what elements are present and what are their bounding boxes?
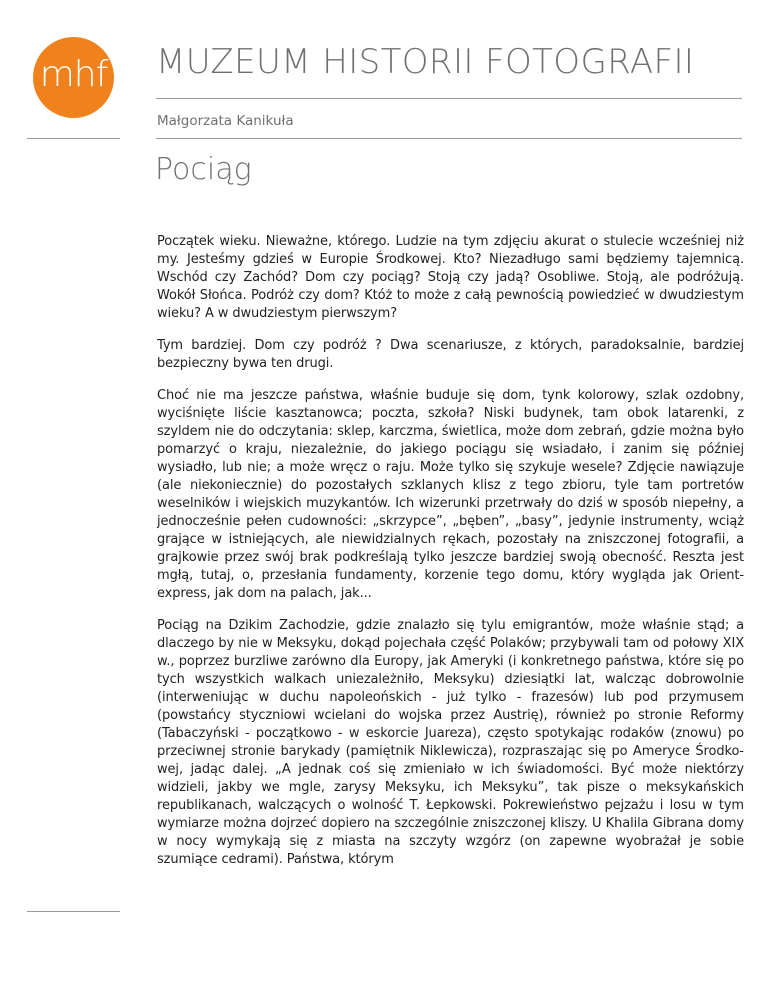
author-divider	[156, 138, 742, 139]
paragraph: Tym bardziej. Dom czy podróż ? Dwa scenariusze, z których, paradoksalnie, bardziej bezpieczny bywa ten drugi.	[157, 338, 744, 371]
paragraph: Początek wieku. Nieważne, którego. Ludzie na tym zdjęciu akurat o stulecie wcześniej niż my. Jesteśmy gdzieś w Europie Środkowej. Kto? Niezadługo sami będziemy tajemnicą. Wschód czy Zachód? Dom czy pociąg? Stoją czy jadą? Osobliwe. Stoją, ale podróżują. Wokół Słońca. Podróż czy dom? Któż to może z całą pewnością powiedzieć w dwudziestym wieku? A w dwudziestym pierwszym?	[157, 234, 744, 321]
left-divider-top	[27, 138, 120, 139]
paragraph: Choć nie ma jeszcze państwa, właśnie buduje się dom, tynk kolorowy, szlak ozdobny, wyciśnięte liście kasztanowca; poczta, szkoła? Niski budynek, tam obok latarenki, z szyldem nie do odczytania: sklep, karczma, świetlica, może dom zebrań, gdzie można było pomarzyć o kraju, niezależnie, do jakiego pociągu się wsiadało, i zanim się później wysiadło, lub nie; a może wręcz o raju. Może tylko się szykuje wesele? Zdjęcie nawiązuje (ale niekoniecznie) do pozostałych szklanych klisz z tego zbioru, tyle tam portretów weselników i wiejskich muzykantów. Ich wizerunki przetrwały do dziś w sposób niepełny, a jednocześnie pełen cudowności: „skrzypce”, „bęben”, „basy”, jedynie instrumenty, wciąż grające w istniejących, ale niewidzialnych rękach, pozostały na zniszczonej fotografii, a grajkowie przez swój brak podkreślają tylko jeszcze bardziej swoją obecność. Reszta jest mgłą, tutaj, o, przesłania fundamenty, korzenie tego domu, który wygląda jak Orient-express, jak dom na palach, jak...	[157, 388, 744, 601]
article-body	[157, 233, 744, 883]
museum-logo	[33, 37, 114, 118]
paragraph: Pociąg na Dzikim Zachodzie, gdzie znalazło się tylu emigrantów, może właśnie stąd; a dlaczego by nie w Meksyku, dokąd pojechała część Polaków; przybywali tam od połowy XIX w., poprzez burzliwe zarówno dla Europy, jak Ameryki (i konkretnego państwa, które się po tych wszystkich walkach uniezależniło, Meksyku) dziesiątki lat, walcząc dobrowolnie (interweniując w duchu napoleońskich - już tylko - frazesów) lub pod przymusem (powstańcy styczniowi wcielani do wojska przez Austrię), również po stronie Reformy (Tabaczyński - początkowo - w eskorcie Juareza), często spotykając rodaków (znowu) po przeciwnej stronie barykady (pamiętnik Niklewicza), rozpraszając się po Ameryce Środkowej, jadąc dalej. „A jednak coś się zmieniało w ich świadomości. Być może niektórzy widzieli, jakby we mgle, zarysy Meksyku, ich Meksyku”, tak pisze o meksykańskich republikanach, walczących o wolność T. Łepkowski. Pokrewieństwo pejzażu i losu w tym wymiarze można dojrzeć dopiero na szczególnie zniszczonej kliszy. U Khalila Gibrana domy w nocy wymykają się z miasta na szczyty wzgórz (on zapewne wyobrażał je sobie szumiące cedrami). Państwa, którym	[157, 618, 744, 867]
museum-title: MUZEUM HISTORII FOTOGRAFII	[156, 42, 695, 82]
article-title: Pociąg	[155, 152, 252, 187]
logo-text: mhf	[39, 54, 108, 95]
left-divider-bottom	[27, 911, 120, 912]
author-name: Małgorzata Kanikuła	[157, 113, 294, 129]
header-divider	[156, 98, 742, 99]
